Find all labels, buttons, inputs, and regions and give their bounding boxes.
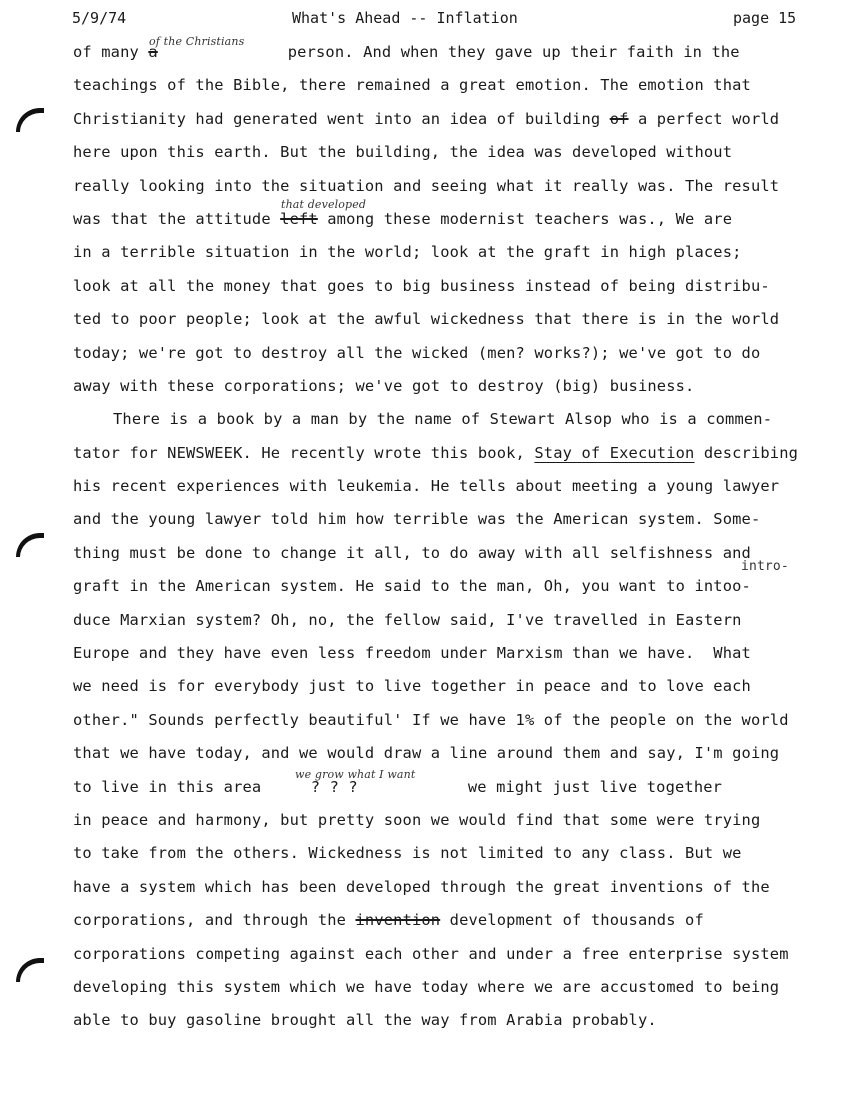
struck-word: left [280,209,318,228]
text-line: here upon this earth. But the building, the idea was developed without [73,143,733,162]
text-line: corporations, and through the invention development of thousands of [73,911,704,930]
question-marks: ? ? ? [310,777,358,796]
text-line: other." Sounds perfectly beautiful' If we have 1% of the people on the world [73,710,789,729]
text-line: ted to poor people; look at the awful wickedness that there is in the world [73,310,780,329]
text-line: look at all the money that goes to big business instead of being distribu- [73,276,770,295]
body-text [73,36,843,1038]
corrected-word: intoo- [694,577,751,596]
header-date: 5/9/74 [72,9,127,27]
text-line: There is a book by a man by the name of Stewart Alsop who is a commen- [113,410,773,429]
text-line: able to buy gasoline brought all the way from Arabia probably. [73,1011,657,1030]
handwritten-note: we grow what I want [295,767,416,781]
text-line: to live in this area ? ? ? we might just live together we grow what I want [73,767,723,796]
book-title: Stay of Execution [534,443,695,462]
binder-hole-mark [16,108,44,132]
text-line: away with these corporations; we've got to destroy (big) business. [73,376,695,395]
text-line: his recent experiences with leukemia. He tells about meeting a young lawyer [73,477,780,496]
struck-word: of [609,109,629,128]
text-line: Christianity had generated went into an idea of building of a perfect world [73,109,780,128]
text-line: tator for NEWSWEEK. He recently wrote this book, Stay of Execution describing [73,443,799,462]
binder-hole-mark [16,533,44,557]
text-line: corporations competing against each other and under a free enterprise system [73,944,789,963]
text-line: was that the attitude left among these modernist teachers was., We are that developed [73,197,733,228]
text-line: and the young lawyer told him how terrible was the American system. Some- [73,510,761,529]
text-line: developing this system which we have today where we are accustomed to being [73,977,780,996]
header-page-number: page 15 [733,9,797,27]
struck-word: a [148,43,158,61]
text-line: that we have today, and we would draw a line around them and say, I'm going [73,744,780,763]
text-line: we need is for everybody just to live together in peace and to love each [73,677,751,696]
text-line: of many a of the Christians person. And when they gave up their faith in the [73,35,740,61]
text-line: have a system which has been developed through the great inventions of the [73,877,770,896]
text-line: graft in the American system. He said to the man, Oh, you want to intoo- intro- [73,559,789,596]
binder-hole-mark [16,958,44,982]
header-title: What's Ahead -- Inflation [292,9,518,27]
typed-correction: intro- [741,559,789,575]
text-line: in peace and harmony, but pretty soon we would find that some were trying [73,810,761,829]
handwritten-note: that developed [281,197,367,211]
handwritten-note: of the Christians [149,35,245,48]
text-line: to take from the others. Wickedness is not limited to any class. But we [73,844,742,863]
text-line: in a terrible situation in the world; look at the graft in high places; [73,243,742,262]
text-line: really looking into the situation and seeing what it really was. The result [73,176,780,195]
struck-word: invention [355,911,441,930]
text-line: duce Marxian system? Oh, no, the fellow said, I've travelled in Eastern [73,610,742,629]
text-line: thing must be done to change it all, to do away with all selfishness and [73,543,751,562]
text-line: today; we're got to destroy all the wicked (men? works?); we've got to do [73,343,761,362]
text-line: Europe and they have even less freedom under Marxism than we have. What [73,644,751,663]
text-line: teachings of the Bible, there remained a great emotion. The emotion that [73,76,751,95]
